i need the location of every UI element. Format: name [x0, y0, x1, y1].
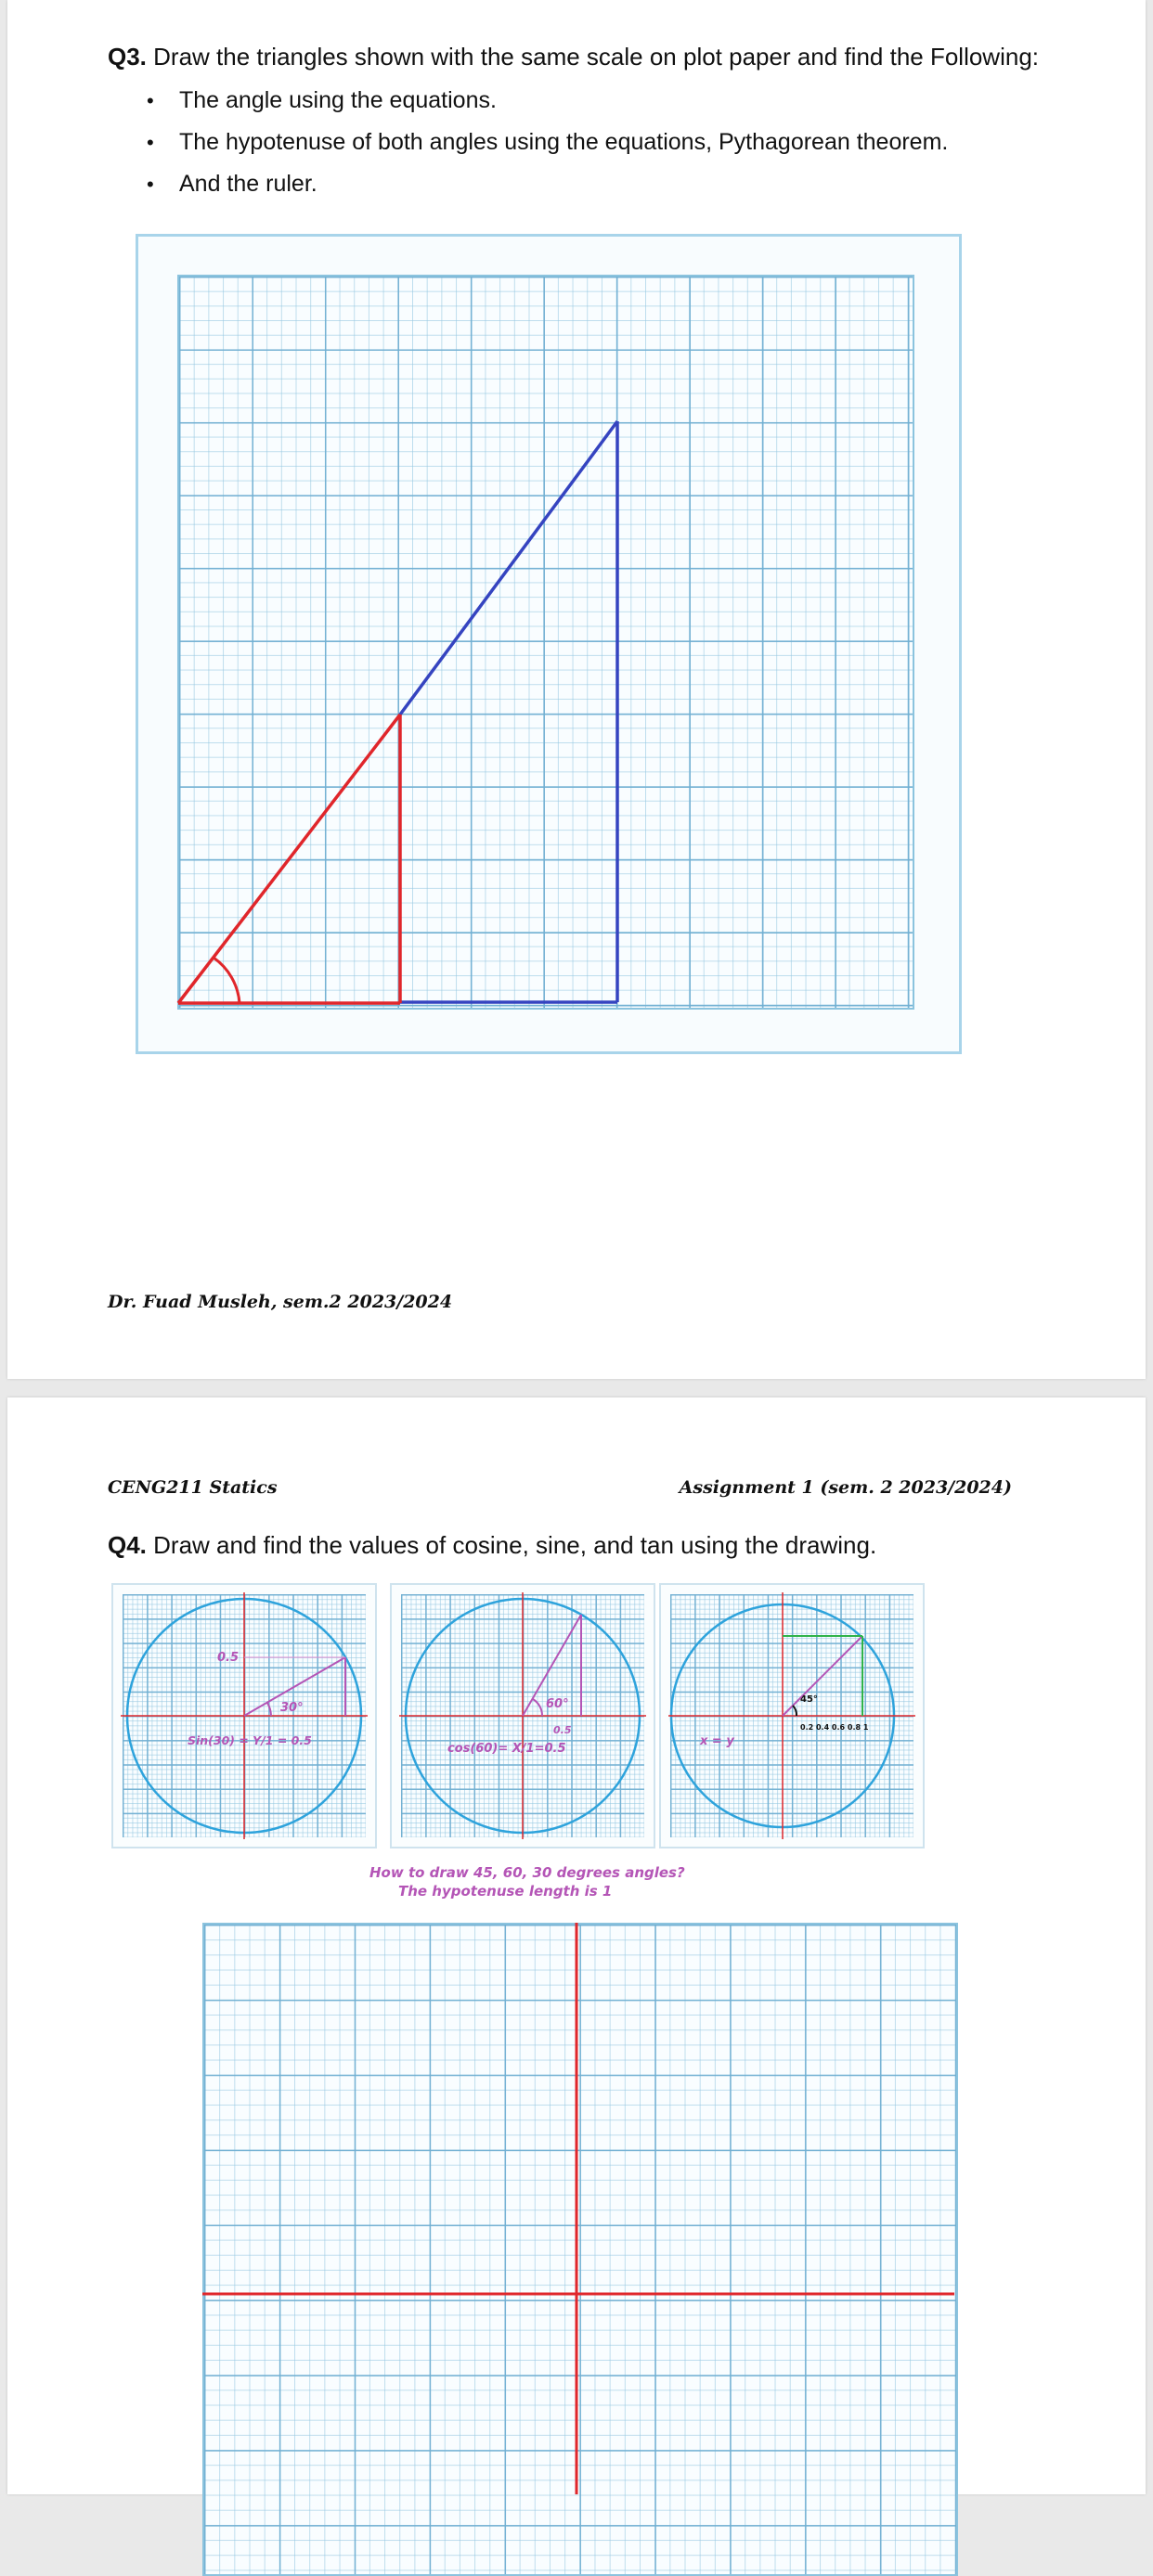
height-label: 0.5: [217, 1651, 240, 1665]
q3-label: Q3.: [108, 43, 147, 71]
bullet-icon: •: [147, 89, 154, 112]
bullet-icon: •: [147, 131, 154, 154]
bullet-item: • The hypotenuse of both angles using the equations, Pythagorean theorem.: [142, 122, 948, 163]
author-footer: Dr. Fuad Musleh, sem.2 2023/2024: [108, 1292, 453, 1312]
blue-triangle-hypotenuse: [400, 421, 617, 715]
base-label: 0.5: [553, 1724, 572, 1736]
caption-line-1: How to draw 45, 60, 30 degrees angles?: [369, 1864, 685, 1881]
q4-label: Q4.: [108, 1531, 147, 1559]
bullet-icon: •: [147, 173, 154, 196]
formula-label: Sin(30) = Y/1 = 0.5: [188, 1733, 312, 1747]
document-page-2: [7, 1397, 1146, 2494]
tick-labels: 0.2 0.4 0.6 0.8 1: [800, 1723, 869, 1732]
q3-text: Draw the triangles shown with the same scale on plot paper and find the Following:: [146, 43, 1040, 71]
formula-label: cos(60)= X/1=0.5: [447, 1742, 566, 1756]
triangles-figure: [7, 0, 1146, 1379]
document-page-1: [7, 0, 1146, 1379]
bullet-item: • And the ruler.: [142, 163, 948, 205]
caption-line-2: The hypotenuse length is 1: [398, 1883, 613, 1900]
assignment-header: Assignment 1 (sem. 2 2023/2024): [679, 1477, 1012, 1498]
angle-label: 45°: [800, 1694, 818, 1705]
q4-text: Draw and find the values of cosine, sine, and tan using the drawing.: [146, 1531, 877, 1559]
red-triangle-hypotenuse: [178, 715, 400, 1003]
angle-label: 30°: [280, 1701, 304, 1715]
formula-label: x = y: [700, 1734, 734, 1748]
angle-label: 60°: [546, 1697, 569, 1711]
axes-figure: [7, 1397, 1146, 2494]
course-header: CENG211 Statics: [108, 1477, 278, 1498]
angle-arc-icon: [214, 958, 240, 1003]
bullet-item: • The angle using the equations.: [142, 80, 948, 122]
